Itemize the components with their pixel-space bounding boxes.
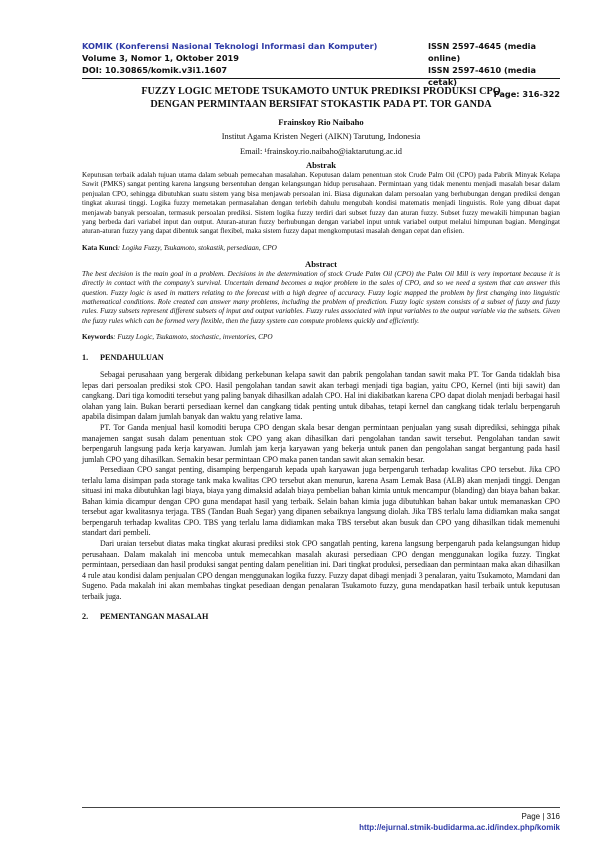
- email: Email: ¹frainskoy.rio.naibaho@iaktarutung.ac.id: [239, 147, 402, 156]
- footer-divider: [82, 807, 560, 808]
- keywords-label: Keywords: [82, 333, 114, 342]
- doi: DOI: 10.30865/komik.v3i1.1607: [82, 65, 228, 75]
- title-line-2: DENGAN PERMINTAAN BERSIFAT STOKASTIK PADA PT. TOR GANDA: [150, 99, 492, 110]
- page-number: Page | 316: [521, 812, 560, 821]
- section-heading-1: [82, 353, 560, 362]
- conference-name: KOMIK (Konferensi Nasional Teknologi Informasi dan Komputer): [82, 41, 378, 51]
- section-title-1: PENDAHULUAN: [100, 353, 164, 363]
- affiliation: Institut Agama Kristen Negeri (AIKN) Tarutung, Indonesia: [221, 132, 421, 141]
- section-number-2: 2.: [82, 612, 89, 622]
- header-divider: [82, 78, 560, 79]
- page-footer: [359, 811, 560, 833]
- keywords-values: : Fuzzy Logic, Tsukamoto, stochastic, inventories, CPO: [113, 333, 273, 342]
- paragraph-4: Dari uraian tersebut diatas maka tingkat akurasi prediksi stok CPO sangatlah penting, karena langsung berpengaruh pada kelangsungan hidup perusahaan. Dalam makalah ini mencoba untuk memecahkan masalah akurasi persediaan CPO dengan menggunakan logika fuzzy. Tingkat permintaan, persediaan dan hasil produksi sangat penting dalam penelitian ini. Dari tingkat produksi, persediaan dan permintaan maka akan dihasilkan 4 rule atau kondisi dalam penjualan CPO dengan menggunakan logika fuzzy. Fuzzy dapat dibagi menjadi 3 penalaran, yaitu Tsukamoto, Mamdani dan Sugeno. Pada makalah ini akan membahas tingkat pesediaan dengan penalaran Tsukamoto fuzzy, guna mendapatkan hasil terbaik untuk keputusan terbaik juga.: [82, 539, 560, 601]
- paper-body: [82, 85, 560, 629]
- kata-kunci: [82, 243, 560, 253]
- journal-info: [82, 40, 377, 76]
- title-line-1: FUZZY LOGIC METODE TSUKAMOTO UNTUK PREDIKSI PRODUKSI CPO: [141, 86, 501, 97]
- abstract-text: The best decision is the main goal in a problem. Decisions in the determination of stock Crude Palm Oil (CPO) the Palm Oil Mill is very important because it is directly in contact with the company's survival. Uncertain demand becomes a major problem in the sales of CPO, and so we need a system that can answer this question. Fuzzy logic is used in matters relating to the forecast with a high degree of accuracy. Fuzzy logic mapped the problem by first changing into linguistic mathematical conditions. Role created can answer many problems, including the problem of prediction. Fuzzy logic system consists of a subset of fuzzy and fuzzy rules. Fuzzy subsets represent different subsets of input and output variables. Fuzzy rules associated with input variables to the output variable via the subsets. Given the fuzzy rules which can be formed very flexible, then the fuzzy system can compute problems quickly and efficiently.: [82, 269, 560, 325]
- abstrak-heading: Abstrak: [305, 160, 337, 170]
- journal-url[interactable]: http://ejurnal.stmik-budidarma.ac.id/index.php/komik: [359, 823, 560, 832]
- abstrak-text: Keputusan terbaik adalah tujuan utama dalam sebuah pemecahan masalahan. Keputusan dalam penentuan stok Crude Palm Oil (CPO) pada Pabrik Minyak Kelapa Sawit (PMKS) sangat penting karena langsung bersentuhan dengan kelangsungan hidup perusahaan. Permintaan yang tidak menentu menjadi masalah besar dalam penjualan CPO, sehingga dibutuhkan suatu sistem yang bisa menjawab persoalan ini. Biasa digunakan dalam persoalan yang berhubungan dengan prediksi dengan tingkat akurasi tinggi. Logika fuzzy memetakan permasalahan dengan terlebih dahulu mengubah kondisi matematis menjadi linguistis. Role yang dibuat dapat menjawab banyak persoalan, termasuk persoalan prediksi. Sistem logika fuzzy terdiri dari subset fuzzy dan aturan fuzzy. Subset fuzzy mewakili himpunan bagian yang berbeda dari variabel input dan output. Aturan-aturan fuzzy berhubungan dengan variabel input untuk variabel output melalui himpunan bagian. Mengingat aturan-aturan fuzzy yang dapat dibentuk sangat flexibel, maka sistem fuzzy dapat mengkomputasi masalah dengan cepat dan efisien.: [82, 171, 560, 236]
- issn-print: ISSN 2597-4610 (media cetak): [428, 65, 537, 87]
- section-title-2: PEMENTANGAN MASALAH: [100, 612, 209, 622]
- keywords: [82, 332, 560, 342]
- section-heading-2: [82, 612, 560, 621]
- paragraph-1: Sebagai perusahaan yang bergerak dibidang perkebunan kelapa sawit dan pabrik pengolahan tandan sawit maka PT. Tor Ganda tidaklah bisa lepas dari persoalan prediksi stok CPO. Hasil pengolahan tandan sawit akan terbagi menjadi tiga bagian, yaitu CPO, Kernel (inti biji sawit) dan cangkang. Dari tiga komoditi tersebut yang paling banyak dihasilkan adalah CPO. Hal ini diakibatkan karena CPO dapat diolah menjadi berbagai hasil olahan yang lain. Bukan berarti persediaan kernel dan cangkang tidak penting untuk dibahas, tetapi kernel dan cangkang tidak terlalu berpengaruh apabila disimpan dalam jumlah banyak dan waktu yang relative lama.: [82, 370, 560, 422]
- issn-online: ISSN 2597-4645 (media online): [428, 41, 537, 63]
- volume-info: Volume 3, Nomor 1, Oktober 2019: [82, 53, 239, 63]
- author-name: Frainskoy Rio Naibaho: [278, 117, 364, 127]
- paper-title: [82, 85, 560, 111]
- kata-kunci-label: Kata Kunci: [82, 243, 118, 252]
- kata-kunci-values: : Logika Fuzzy, Tsukamoto, stokastik, persediaan, CPO: [117, 243, 277, 252]
- paragraph-2: PT. Tor Ganda menjual hasil komoditi berupa CPO dengan skala besar dengan permintaan penjualan yang susah diprediksi, sehingga pihak manajemen sangat susah dalam penentuan stok CPO yang akan dihasilkan dari pengolahan tandan sawit tersebut. Pengolahan tandan sawit berpengaruh langsung pada kerja karyawan. Jumlah jam kerja karyawan yang bekerja untuk panen dan pengolahan sangat bergantung pada hasil jumlah CPO yang dihasilkan. Semakin besar permintaan CPO maka panen tandan sawit akan semakin besar.: [82, 423, 560, 464]
- paragraph-3: Persediaan CPO sangat penting, disamping berpengaruh kepada upah karyawan juga berpengaruh terhadap kwalitas CPO tersebut. Jika CPO terlalu lama disimpan pada storage tank maka kwalitas CPO tersebut akan menurun, karena Asam Lemak Basa (ALB) akan menjadi tinggi. Dengan situasi ini maka dibutuhkan lagi biaya, biaya yang dimaksid adalah biaya pembelian bahan kimia untuk mencampur (blanding) dan biaya bahan bakar. Bahan kimia dicampur dengan CPO guna mendapat hasil yang terbaik. Selain bahan kimia juga dibutuhkan bahan bakar untuk memanaskan CPO tersebut agar kwalitasnya terjaga. TBS (Tandan Buah Segar) yang dipanen sebaiknya langsung diolah. Jika TBS terlalu lama didiamkan maka sangat berpengaruh terhadap kwalitas CPO. TBS yang terlalu lama didiamkan maka TBS tersebut akan busuk dan CPO yang dihasilkan tidak memenuhi standart dari pembeli.: [82, 465, 560, 538]
- section-number-1: 1.: [82, 353, 89, 363]
- abstract-heading: Abstract: [305, 258, 337, 269]
- page-range: Page: 316-322: [493, 89, 560, 99]
